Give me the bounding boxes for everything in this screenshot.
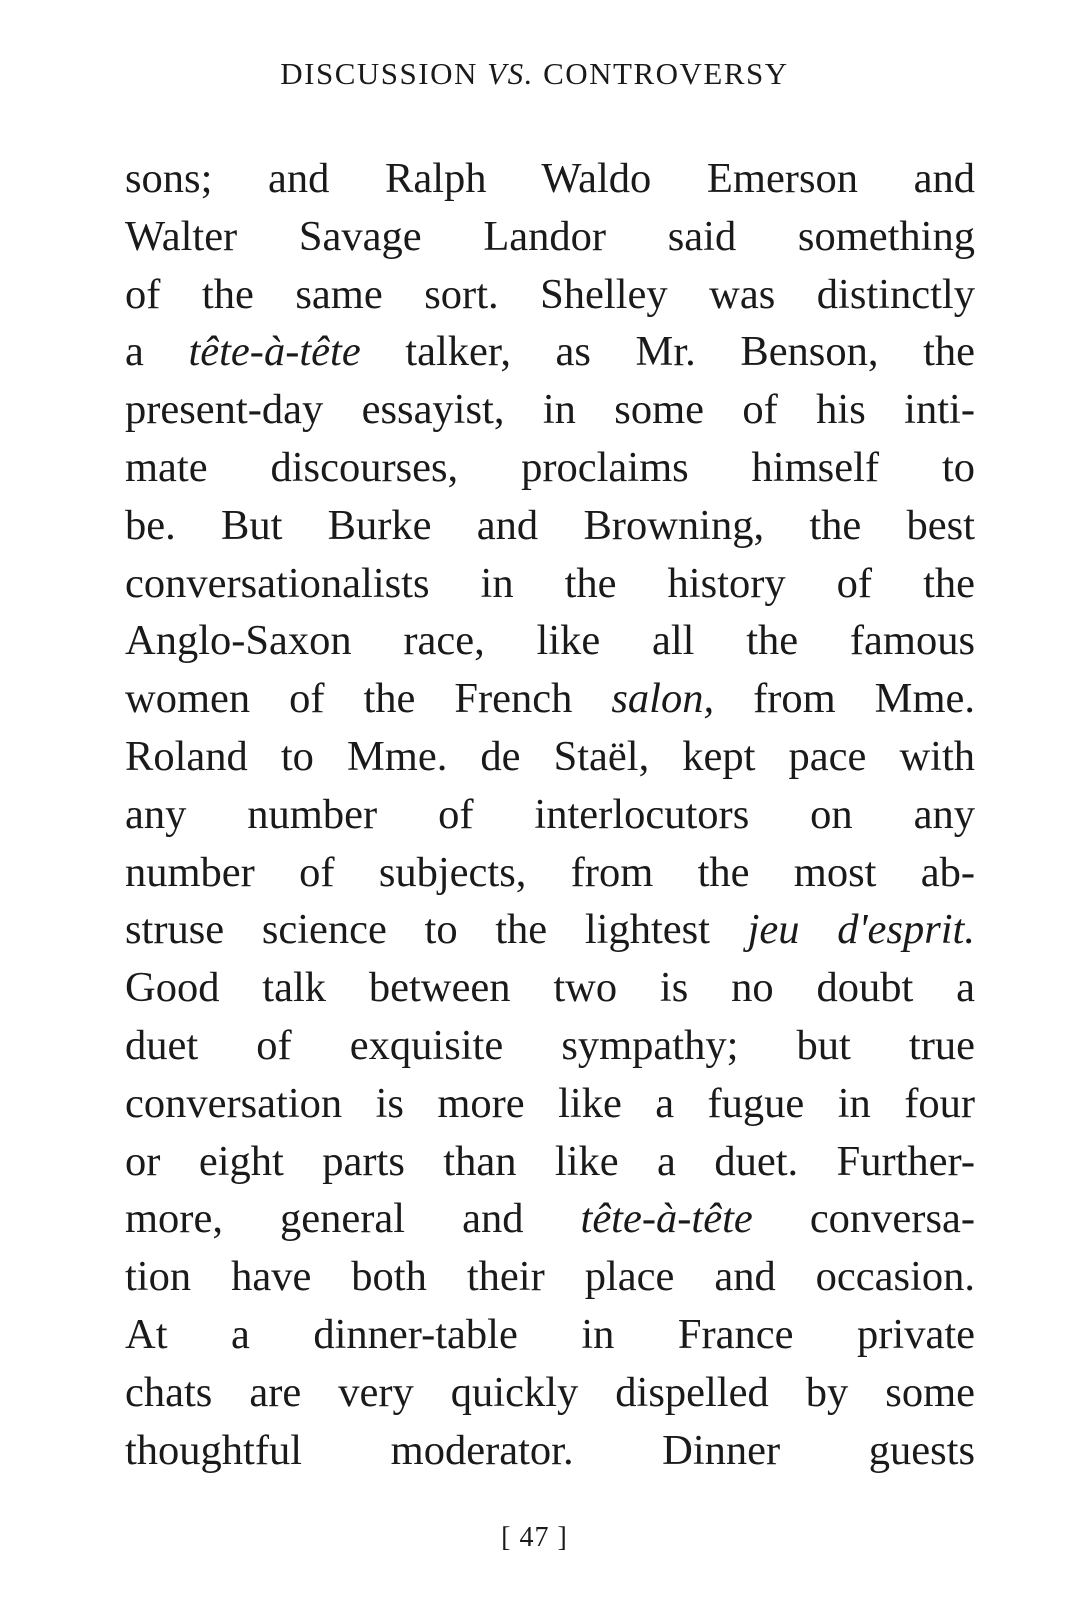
text-segment: any number of interlocutors on any [125,790,975,838]
text-line [125,1133,975,1191]
text-segment: talker, as Mr. Benson, the [360,328,975,376]
text-segment: or eight parts than like a duet. Further- [125,1137,975,1185]
text-line [125,612,975,670]
text-segment: mate discourses, proclaims himself to [125,443,975,491]
text-segment: duet of exquisite sympathy; but true [125,1021,975,1069]
text-line [125,1190,975,1248]
text-segment: conversa- [752,1195,975,1243]
text-segment: a [125,328,189,376]
text-line [125,381,975,439]
text-line [125,497,975,555]
running-head-before: DISCUSSION [280,56,488,91]
text-segment: Good talk between two is no doubt a [125,964,975,1012]
body-text [125,150,975,1479]
text-line [125,728,975,786]
text-line [125,1306,975,1364]
text-segment: women of the French [125,675,612,723]
text-segment: Roland to Mme. de Staël, kept pace with [125,732,975,780]
text-segment: conversationalists in the history of the [125,559,975,607]
italic-phrase: tête-à-tête [188,328,361,376]
running-head-vs: VS. [487,56,534,91]
text-line [125,786,975,844]
text-line [125,1422,975,1480]
text-line [125,150,975,208]
text-line [125,439,975,497]
running-head-after: CONTROVERSY [533,56,789,91]
text-segment: more, general and [125,1195,581,1243]
text-segment: chats are very quickly dispelled by some [125,1368,975,1416]
text-segment: tion have both their place and occasion. [125,1253,975,1301]
italic-phrase: jeu d'esprit. [747,906,975,954]
text-line [125,844,975,902]
text-line [125,323,975,381]
text-line [125,1075,975,1133]
text-line [125,208,975,266]
text-line [125,1248,975,1306]
text-segment: be. But Burke and Browning, the best [125,501,975,549]
text-segment: Anglo-Saxon race, like all the famous [125,617,975,665]
text-line [125,555,975,613]
text-segment: of the same sort. Shelley was distinctly [125,270,975,318]
text-line [125,1017,975,1075]
text-line [125,901,975,959]
italic-phrase: salon, [611,675,715,723]
text-line [125,1364,975,1422]
text-segment: conversation is more like a fugue in four [125,1079,975,1127]
running-head [0,56,1069,92]
text-segment: struse science to the lightest [125,906,748,954]
text-line [125,959,975,1017]
text-segment: At a dinner-table in France private [125,1310,975,1358]
text-segment: sons; and Ralph Waldo Emerson and [125,155,975,202]
page-number: [ 47 ] [501,1522,568,1553]
text-segment: from Mme. [714,675,975,723]
italic-phrase: tête-à-tête [580,1195,753,1243]
text-segment: number of subjects, from the most ab- [125,848,975,896]
text-line [125,670,975,728]
text-line [125,266,975,324]
text-segment: Walter Savage Landor said something [125,212,975,260]
text-segment: thoughtful moderator. Dinner guests [125,1426,975,1474]
text-segment: present-day essayist, in some of his inti- [125,386,975,434]
